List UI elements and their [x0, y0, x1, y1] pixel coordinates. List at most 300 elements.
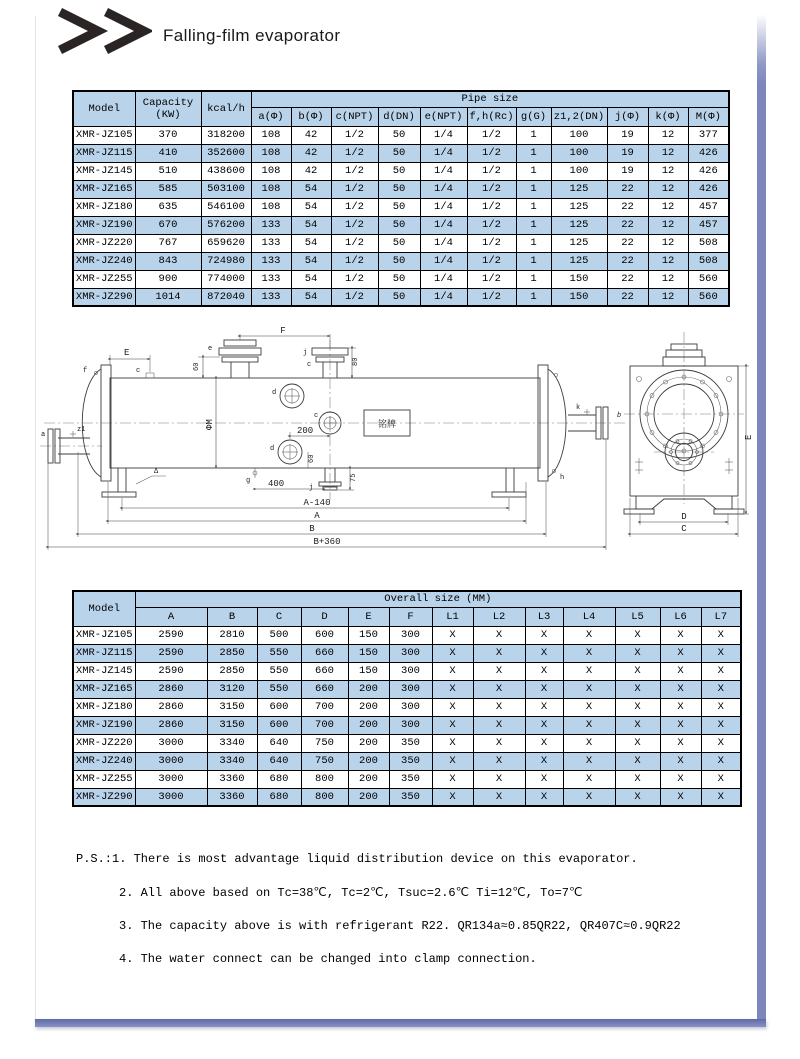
- value-cell: 508: [688, 234, 729, 252]
- value-cell: 200: [348, 752, 389, 770]
- value-cell: 1/2: [467, 126, 516, 144]
- value-cell: X: [525, 662, 563, 680]
- value-cell: 3000: [135, 752, 207, 770]
- col-header-kcal: kcal/h: [201, 91, 251, 126]
- value-cell: X: [615, 644, 660, 662]
- value-cell: X: [525, 626, 563, 644]
- value-cell: 200: [348, 734, 389, 752]
- value-cell: 1/2: [331, 198, 378, 216]
- value-cell: X: [473, 626, 525, 644]
- col-header-D: D: [301, 607, 348, 626]
- value-cell: X: [525, 680, 563, 698]
- value-cell: 550: [257, 680, 301, 698]
- value-cell: X: [473, 752, 525, 770]
- value-cell: 50: [378, 180, 420, 198]
- value-cell: X: [660, 698, 701, 716]
- page-left-border: [35, 16, 36, 1020]
- value-cell: X: [615, 626, 660, 644]
- col-header-capacity-line2: (KW): [155, 108, 181, 121]
- value-cell: 1/2: [331, 126, 378, 144]
- col-header-F: F: [389, 607, 432, 626]
- value-cell: X: [701, 680, 741, 698]
- value-cell: 125: [551, 252, 607, 270]
- value-cell: 1/2: [467, 234, 516, 252]
- value-cell: 50: [378, 288, 420, 306]
- value-cell: X: [701, 770, 741, 788]
- value-cell: X: [660, 770, 701, 788]
- col-group-pipe-size: Pipe size: [251, 91, 729, 107]
- value-cell: 108: [251, 144, 291, 162]
- nozzle-g-label: g: [246, 477, 251, 485]
- value-cell: 1: [516, 234, 551, 252]
- value-cell: 54: [291, 288, 331, 306]
- value-cell: 300: [389, 680, 432, 698]
- value-cell: 2810: [207, 626, 257, 644]
- table-row: [73, 216, 729, 234]
- col-header-L5: L5: [615, 607, 660, 626]
- value-cell: 774000: [201, 270, 251, 288]
- value-cell: 54: [291, 180, 331, 198]
- value-cell: 1/2: [331, 180, 378, 198]
- value-cell: X: [525, 644, 563, 662]
- nozzle-k-label: k: [576, 404, 581, 412]
- table-row: [73, 662, 741, 680]
- value-cell: 426: [688, 144, 729, 162]
- value-cell: 50: [378, 234, 420, 252]
- col-header-k: k(Φ): [648, 107, 688, 126]
- value-cell: 1: [516, 144, 551, 162]
- model-cell: XMR-JZ190: [73, 716, 135, 734]
- value-cell: X: [525, 734, 563, 752]
- table-row: [73, 626, 741, 644]
- table-row: [73, 698, 741, 716]
- dim-60-nozzle-label: 60: [193, 362, 201, 371]
- value-cell: 150: [348, 644, 389, 662]
- value-cell: 12: [648, 162, 688, 180]
- value-cell: X: [563, 662, 615, 680]
- overall-size-table-body: [73, 626, 741, 806]
- value-cell: 670: [135, 216, 201, 234]
- col-header-L3: L3: [525, 607, 563, 626]
- value-cell: 19: [607, 126, 648, 144]
- evaporator-drawing: [40, 320, 760, 584]
- table-row: [73, 126, 729, 144]
- value-cell: 900: [135, 270, 201, 288]
- model-cell: XMR-JZ165: [73, 680, 135, 698]
- value-cell: 560: [688, 288, 729, 306]
- value-cell: X: [563, 716, 615, 734]
- value-cell: 350: [389, 788, 432, 806]
- value-cell: 22: [607, 180, 648, 198]
- value-cell: X: [660, 716, 701, 734]
- value-cell: X: [660, 752, 701, 770]
- value-cell: 12: [648, 270, 688, 288]
- col-header-m: M(Φ): [688, 107, 729, 126]
- value-cell: X: [701, 716, 741, 734]
- value-cell: 100: [551, 162, 607, 180]
- value-cell: 54: [291, 216, 331, 234]
- value-cell: X: [432, 698, 473, 716]
- value-cell: 50: [378, 162, 420, 180]
- nozzle-b-label: b: [617, 412, 622, 420]
- model-cell: XMR-JZ145: [73, 162, 135, 180]
- value-cell: 1/2: [331, 216, 378, 234]
- value-cell: 600: [301, 626, 348, 644]
- value-cell: 546100: [201, 198, 251, 216]
- value-cell: X: [525, 752, 563, 770]
- nozzle-c-small-label: c: [136, 367, 141, 375]
- value-cell: 100: [551, 126, 607, 144]
- value-cell: 2860: [135, 716, 207, 734]
- footnotes: [76, 852, 736, 985]
- value-cell: 600: [257, 698, 301, 716]
- value-cell: X: [432, 752, 473, 770]
- value-cell: 54: [291, 270, 331, 288]
- col-header-L7: L7: [701, 607, 741, 626]
- value-cell: 700: [301, 698, 348, 716]
- value-cell: 12: [648, 234, 688, 252]
- page-bottom-border: [35, 1019, 766, 1027]
- col-header-L4: L4: [563, 607, 615, 626]
- dim-80-label: 80: [352, 357, 360, 366]
- value-cell: X: [615, 698, 660, 716]
- col-group-overall-size: Overall size (MM): [135, 591, 741, 607]
- value-cell: X: [432, 644, 473, 662]
- value-cell: 640: [257, 752, 301, 770]
- model-cell: XMR-JZ255: [73, 270, 135, 288]
- col-header-B: B: [207, 607, 257, 626]
- value-cell: 3150: [207, 698, 257, 716]
- model-cell: XMR-JZ165: [73, 180, 135, 198]
- value-cell: 100: [551, 144, 607, 162]
- value-cell: 12: [648, 216, 688, 234]
- col-header-L2: L2: [473, 607, 525, 626]
- col-header-g: g(G): [516, 107, 551, 126]
- table-row: [73, 198, 729, 216]
- dim-C-label: C: [681, 524, 687, 534]
- value-cell: 108: [251, 198, 291, 216]
- value-cell: 510: [135, 162, 201, 180]
- col-header-capacity: [135, 91, 201, 126]
- dim-B-label: B: [309, 524, 315, 534]
- value-cell: 377: [688, 126, 729, 144]
- value-cell: X: [563, 770, 615, 788]
- value-cell: 1/2: [331, 234, 378, 252]
- table-row: [73, 288, 729, 306]
- value-cell: 352600: [201, 144, 251, 162]
- value-cell: 3000: [135, 734, 207, 752]
- col-header-c: c(NPT): [331, 107, 378, 126]
- value-cell: 1: [516, 180, 551, 198]
- value-cell: 3000: [135, 788, 207, 806]
- nozzle-z1-label: z1: [77, 426, 86, 434]
- value-cell: 125: [551, 180, 607, 198]
- value-cell: X: [615, 752, 660, 770]
- value-cell: 1/4: [420, 162, 467, 180]
- value-cell: X: [432, 770, 473, 788]
- value-cell: 2850: [207, 644, 257, 662]
- value-cell: 500: [257, 626, 301, 644]
- table-row: [73, 752, 741, 770]
- value-cell: X: [473, 770, 525, 788]
- value-cell: 50: [378, 144, 420, 162]
- value-cell: X: [660, 626, 701, 644]
- value-cell: 54: [291, 198, 331, 216]
- dim-B360-label: B+360: [313, 537, 341, 547]
- value-cell: X: [432, 626, 473, 644]
- col-header-b: b(Φ): [291, 107, 331, 126]
- value-cell: 1/4: [420, 288, 467, 306]
- value-cell: 200: [348, 770, 389, 788]
- table-row: [73, 180, 729, 198]
- value-cell: 12: [648, 144, 688, 162]
- model-cell: XMR-JZ105: [73, 626, 135, 644]
- value-cell: 1: [516, 270, 551, 288]
- table-row: [73, 162, 729, 180]
- value-cell: 125: [551, 198, 607, 216]
- col-header-fh: f,h(Rc): [467, 107, 516, 126]
- col-header-model: Model: [73, 91, 135, 126]
- table-row: [73, 770, 741, 788]
- value-cell: X: [615, 734, 660, 752]
- nozzle-c-label: c: [307, 361, 312, 369]
- value-cell: 843: [135, 252, 201, 270]
- value-cell: 680: [257, 788, 301, 806]
- value-cell: X: [432, 716, 473, 734]
- value-cell: 2860: [135, 698, 207, 716]
- value-cell: 767: [135, 234, 201, 252]
- value-cell: 640: [257, 734, 301, 752]
- value-cell: X: [563, 752, 615, 770]
- value-cell: X: [563, 626, 615, 644]
- value-cell: 1/2: [467, 216, 516, 234]
- value-cell: 1/4: [420, 270, 467, 288]
- value-cell: 660: [301, 680, 348, 698]
- value-cell: 635: [135, 198, 201, 216]
- value-cell: X: [660, 644, 701, 662]
- value-cell: 1/2: [467, 198, 516, 216]
- model-cell: XMR-JZ255: [73, 770, 135, 788]
- value-cell: X: [701, 734, 741, 752]
- value-cell: 133: [251, 288, 291, 306]
- value-cell: 22: [607, 288, 648, 306]
- dim-75-label: 75: [350, 473, 358, 482]
- value-cell: 660: [301, 662, 348, 680]
- value-cell: 1/2: [331, 144, 378, 162]
- value-cell: 2850: [207, 662, 257, 680]
- table-row: [73, 144, 729, 162]
- table-row: [73, 788, 741, 806]
- value-cell: 19: [607, 162, 648, 180]
- model-cell: XMR-JZ190: [73, 216, 135, 234]
- value-cell: 1/4: [420, 198, 467, 216]
- overall-size-table: [72, 590, 742, 807]
- value-cell: 50: [378, 252, 420, 270]
- value-cell: 3360: [207, 788, 257, 806]
- value-cell: 22: [607, 252, 648, 270]
- value-cell: 508: [688, 252, 729, 270]
- value-cell: 50: [378, 126, 420, 144]
- nozzle-e-label: e: [208, 345, 213, 353]
- value-cell: X: [563, 680, 615, 698]
- value-cell: X: [563, 788, 615, 806]
- note-line-1: P.S.:1. There is most advantage liquid distribution device on this evaporator.: [76, 852, 638, 866]
- value-cell: 133: [251, 270, 291, 288]
- value-cell: 150: [348, 662, 389, 680]
- value-cell: 50: [378, 198, 420, 216]
- table-row: [73, 270, 729, 288]
- nameplate-label: 铭牌: [377, 420, 397, 430]
- value-cell: 150: [551, 270, 607, 288]
- value-cell: 1/2: [331, 252, 378, 270]
- weld-mark-label: Δ: [154, 468, 159, 476]
- value-cell: 438600: [201, 162, 251, 180]
- value-cell: X: [432, 680, 473, 698]
- value-cell: 660: [301, 644, 348, 662]
- model-cell: XMR-JZ220: [73, 234, 135, 252]
- value-cell: X: [563, 644, 615, 662]
- value-cell: 42: [291, 144, 331, 162]
- value-cell: 150: [348, 626, 389, 644]
- value-cell: 133: [251, 234, 291, 252]
- pipe-size-table: [72, 90, 730, 307]
- value-cell: 2860: [135, 680, 207, 698]
- side-view: [40, 326, 626, 550]
- value-cell: 426: [688, 162, 729, 180]
- value-cell: 550: [257, 644, 301, 662]
- model-cell: XMR-JZ105: [73, 126, 135, 144]
- value-cell: 350: [389, 752, 432, 770]
- value-cell: 12: [648, 126, 688, 144]
- value-cell: 1: [516, 162, 551, 180]
- value-cell: 300: [389, 698, 432, 716]
- value-cell: 108: [251, 162, 291, 180]
- dim-F-label: F: [280, 326, 286, 336]
- table-row: [73, 644, 741, 662]
- value-cell: 108: [251, 180, 291, 198]
- dim-E-end-label: E: [744, 434, 754, 440]
- value-cell: X: [525, 788, 563, 806]
- col-header-A: A: [135, 607, 207, 626]
- value-cell: 12: [648, 252, 688, 270]
- value-cell: 1/4: [420, 126, 467, 144]
- value-cell: 700: [301, 716, 348, 734]
- note-line-3: 3. The capacity above is with refrigerant R22. QR134a≈0.85QR22, QR407C≈0.9QR22: [119, 919, 681, 933]
- value-cell: 2590: [135, 626, 207, 644]
- col-header-L6: L6: [660, 607, 701, 626]
- nozzle-j-bottom-label: j: [309, 484, 314, 492]
- table-row: [73, 252, 729, 270]
- value-cell: 318200: [201, 126, 251, 144]
- pipe-size-table-body: [73, 126, 729, 306]
- value-cell: X: [473, 734, 525, 752]
- value-cell: 550: [257, 662, 301, 680]
- model-cell: XMR-JZ290: [73, 288, 135, 306]
- value-cell: 1014: [135, 288, 201, 306]
- value-cell: X: [701, 626, 741, 644]
- value-cell: X: [473, 680, 525, 698]
- value-cell: 200: [348, 716, 389, 734]
- value-cell: X: [563, 734, 615, 752]
- value-cell: 410: [135, 144, 201, 162]
- value-cell: X: [615, 716, 660, 734]
- value-cell: 1: [516, 216, 551, 234]
- value-cell: 3340: [207, 752, 257, 770]
- value-cell: 300: [389, 716, 432, 734]
- value-cell: 2590: [135, 644, 207, 662]
- value-cell: 659620: [201, 234, 251, 252]
- model-cell: XMR-JZ290: [73, 788, 135, 806]
- value-cell: 350: [389, 734, 432, 752]
- value-cell: 872040: [201, 288, 251, 306]
- value-cell: 350: [389, 770, 432, 788]
- dim-400-label: 400: [268, 479, 285, 489]
- value-cell: 750: [301, 752, 348, 770]
- value-cell: 1/2: [467, 288, 516, 306]
- value-cell: 560: [688, 270, 729, 288]
- value-cell: 22: [607, 198, 648, 216]
- note-line-4: 4. The water connect can be changed into clamp connection.: [119, 952, 537, 966]
- col-header-j: j(Φ): [607, 107, 648, 126]
- value-cell: 3150: [207, 716, 257, 734]
- value-cell: X: [701, 752, 741, 770]
- value-cell: X: [473, 698, 525, 716]
- value-cell: X: [563, 698, 615, 716]
- value-cell: 50: [378, 216, 420, 234]
- col-header-E: E: [348, 607, 389, 626]
- col-header-capacity-line1: Capacity: [142, 96, 194, 109]
- value-cell: 585: [135, 180, 201, 198]
- value-cell: X: [525, 698, 563, 716]
- value-cell: 1/2: [467, 144, 516, 162]
- nozzle-j-label: j: [303, 349, 308, 357]
- model-cell: XMR-JZ180: [73, 698, 135, 716]
- value-cell: 1/4: [420, 234, 467, 252]
- dim-E-label: E: [124, 348, 130, 358]
- value-cell: 2590: [135, 662, 207, 680]
- value-cell: X: [432, 734, 473, 752]
- dim-200-label: 200: [297, 426, 314, 436]
- value-cell: X: [701, 662, 741, 680]
- model-cell: XMR-JZ240: [73, 752, 135, 770]
- value-cell: X: [615, 662, 660, 680]
- value-cell: 1/4: [420, 252, 467, 270]
- col-header-d: d(DN): [378, 107, 420, 126]
- col-header-a: a(Φ): [251, 107, 291, 126]
- value-cell: 108: [251, 126, 291, 144]
- value-cell: 12: [648, 288, 688, 306]
- col-header-L1: L1: [432, 607, 473, 626]
- value-cell: 12: [648, 198, 688, 216]
- value-cell: 724980: [201, 252, 251, 270]
- table-row: [73, 234, 729, 252]
- dim-D-label: D: [681, 512, 687, 522]
- model-cell: XMR-JZ115: [73, 144, 135, 162]
- nozzle-f-label: f: [83, 367, 88, 375]
- value-cell: 1: [516, 252, 551, 270]
- value-cell: 300: [389, 662, 432, 680]
- value-cell: X: [660, 788, 701, 806]
- value-cell: X: [432, 662, 473, 680]
- value-cell: X: [615, 788, 660, 806]
- dim-A-label: A: [314, 511, 320, 521]
- value-cell: X: [660, 662, 701, 680]
- value-cell: 54: [291, 234, 331, 252]
- value-cell: X: [660, 680, 701, 698]
- value-cell: 300: [389, 626, 432, 644]
- value-cell: 1/2: [467, 162, 516, 180]
- value-cell: X: [525, 716, 563, 734]
